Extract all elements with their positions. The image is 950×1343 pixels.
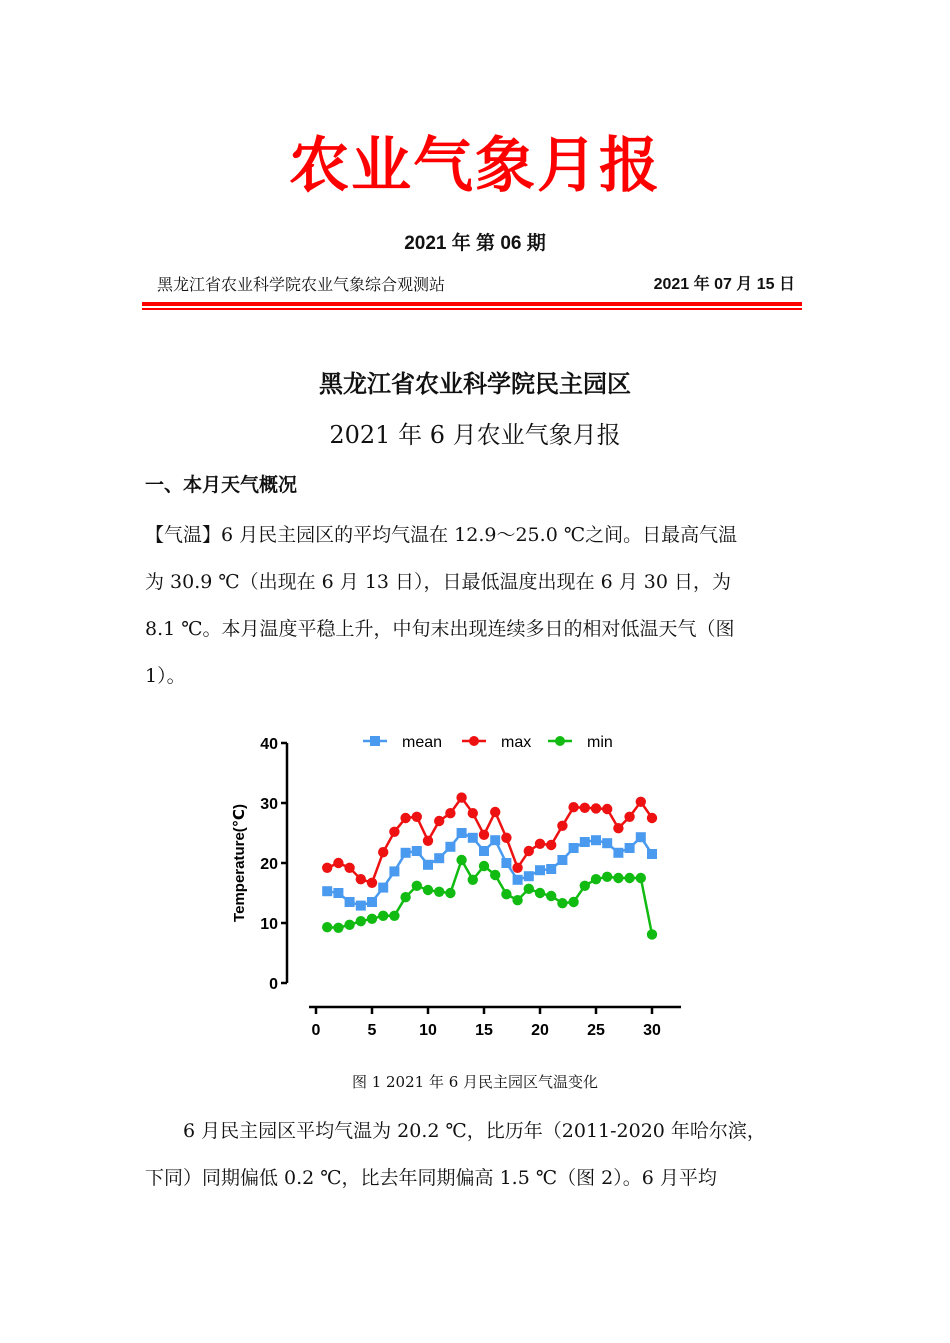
report-title-line2: 2021 年 6 月农业气象月报 bbox=[329, 421, 621, 449]
series-mean-marker bbox=[389, 866, 399, 876]
series-max-marker bbox=[378, 847, 388, 857]
series-mean-marker bbox=[602, 838, 612, 848]
series-mean-marker bbox=[613, 848, 623, 858]
series-min-marker bbox=[568, 897, 578, 907]
series-min-marker bbox=[512, 895, 522, 905]
header-rule-thin bbox=[142, 308, 802, 310]
legend-max-label: max bbox=[501, 734, 532, 751]
series-max-marker bbox=[356, 874, 366, 884]
series-min-marker bbox=[322, 922, 332, 932]
series-max-marker bbox=[568, 802, 578, 812]
series-max-marker bbox=[479, 830, 489, 840]
series-mean-marker bbox=[345, 897, 355, 907]
y-tick-label: 0 bbox=[269, 976, 278, 993]
header-rule-thick bbox=[142, 302, 802, 306]
paragraph-line: 8.1 ℃。本月温度平稳上升，中旬末出现连续多日的相对低温天气（图 bbox=[145, 618, 735, 640]
series-max-marker bbox=[400, 813, 410, 823]
series-mean-marker bbox=[490, 835, 500, 845]
series-max-marker bbox=[344, 863, 354, 873]
series-mean-marker bbox=[535, 865, 545, 875]
x-tick-label: 25 bbox=[587, 1022, 605, 1039]
series-min-marker bbox=[546, 891, 556, 901]
series-mean-marker bbox=[356, 901, 366, 911]
series-max-marker bbox=[591, 803, 601, 813]
masthead-title: 农业气象月报 bbox=[289, 131, 661, 201]
y-tick-label: 20 bbox=[260, 856, 278, 873]
paragraph-line: 下同）同期偏低 0.2 ℃，比去年同期偏高 1.5 ℃（图 2）。6 月平均 bbox=[145, 1167, 717, 1189]
series-mean-marker bbox=[378, 883, 388, 893]
series-min-marker bbox=[389, 911, 399, 921]
x-tick-label: 10 bbox=[419, 1022, 437, 1039]
series-mean-marker bbox=[322, 886, 332, 896]
series-min-marker bbox=[613, 873, 623, 883]
series-min-marker bbox=[636, 873, 646, 883]
series-max-marker bbox=[512, 863, 522, 873]
series-mean-marker bbox=[513, 875, 523, 885]
series-min-marker bbox=[624, 873, 634, 883]
series-min-marker bbox=[580, 881, 590, 891]
series-min-marker bbox=[434, 887, 444, 897]
series-min-marker bbox=[412, 881, 422, 891]
series-mean-marker bbox=[580, 837, 590, 847]
series-max-marker bbox=[524, 846, 534, 856]
x-tick-label: 5 bbox=[367, 1022, 377, 1039]
series-min-marker bbox=[344, 920, 354, 930]
series-max-marker bbox=[490, 807, 500, 817]
series-mean-marker bbox=[457, 828, 467, 838]
series-min-marker bbox=[501, 889, 511, 899]
report-title-line1: 黑龙江省农业科学院民主园区 bbox=[319, 369, 631, 398]
series-min-marker bbox=[356, 916, 366, 926]
temperature-line-chart bbox=[225, 725, 695, 1045]
series-max-marker bbox=[602, 804, 612, 814]
series-mean-marker bbox=[401, 848, 411, 858]
series-mean-marker bbox=[468, 833, 478, 843]
series-min-marker bbox=[647, 929, 657, 939]
paragraph-line: 【气温】6 月民主园区的平均气温在 12.9～25.0 ℃之间。日最高气温 bbox=[145, 524, 738, 546]
series-max-marker bbox=[636, 797, 646, 807]
x-tick-label: 0 bbox=[311, 1022, 321, 1039]
series-mean-marker bbox=[412, 846, 422, 856]
series-max-marker bbox=[367, 878, 377, 888]
series-max-marker bbox=[434, 816, 444, 826]
publish-date: 2021 年 07 月 15 日 bbox=[653, 276, 795, 293]
series-min-marker bbox=[333, 923, 343, 933]
y-tick-label: 10 bbox=[260, 916, 278, 933]
series-mean-marker bbox=[479, 846, 489, 856]
series-max-marker bbox=[557, 821, 567, 831]
series-min-marker bbox=[591, 874, 601, 884]
series-mean-marker bbox=[445, 842, 455, 852]
series-min-marker bbox=[524, 884, 534, 894]
series-max-marker bbox=[546, 840, 556, 850]
series-mean-marker bbox=[524, 871, 534, 881]
series-min-marker bbox=[367, 914, 377, 924]
series-max-marker bbox=[333, 858, 343, 868]
series-mean-marker bbox=[546, 864, 556, 874]
mean-temperature-paragraph bbox=[145, 1108, 807, 1202]
series-min-marker bbox=[445, 888, 455, 898]
series-min-marker bbox=[468, 875, 478, 885]
series-max-marker bbox=[445, 808, 455, 818]
y-tick-label: 30 bbox=[260, 796, 278, 813]
series-mean-marker bbox=[367, 897, 377, 907]
series-max-marker bbox=[322, 863, 332, 873]
series-max-marker bbox=[423, 836, 433, 846]
series-min-marker bbox=[378, 911, 388, 921]
legend-min-label: min bbox=[587, 734, 613, 751]
series-max-marker bbox=[501, 833, 511, 843]
series-mean-marker bbox=[591, 835, 601, 845]
series-mean-marker bbox=[636, 832, 646, 842]
legend-mean-label: mean bbox=[402, 734, 443, 751]
series-min-marker bbox=[456, 855, 466, 865]
series-mean-marker bbox=[333, 888, 343, 898]
temperature-paragraph bbox=[145, 512, 807, 700]
series-mean-marker bbox=[501, 858, 511, 868]
series-mean-marker bbox=[557, 855, 567, 865]
series-mean-marker bbox=[423, 860, 433, 870]
x-tick-label: 20 bbox=[531, 1022, 549, 1039]
issue-number: 2021 年 第 06 期 bbox=[404, 233, 546, 254]
y-tick-label: 40 bbox=[260, 736, 278, 753]
paragraph-line: 1）。 bbox=[145, 665, 186, 687]
series-max-marker bbox=[412, 812, 422, 822]
series-min-marker bbox=[490, 870, 500, 880]
x-tick-label: 15 bbox=[475, 1022, 493, 1039]
series-min-marker bbox=[602, 872, 612, 882]
series-max-marker bbox=[624, 812, 634, 822]
figure-1-caption: 图 1 2021 年 6 月民主园区气温变化 bbox=[351, 1073, 599, 1091]
series-max-marker bbox=[456, 792, 466, 802]
series-max-marker bbox=[613, 823, 623, 833]
series-mean-marker bbox=[625, 843, 635, 853]
series-min-marker bbox=[423, 885, 433, 895]
series-mean-marker bbox=[569, 843, 579, 853]
series-max-marker bbox=[468, 808, 478, 818]
series-min-marker bbox=[557, 898, 567, 908]
series-min-marker bbox=[535, 888, 545, 898]
series-mean-marker bbox=[434, 853, 444, 863]
section-heading-weather-overview: 一、本月天气概况 bbox=[145, 474, 298, 496]
paragraph-line: 6 月民主园区平均气温为 20.2 ℃，比历年（2011-2020 年哈尔滨， bbox=[145, 1120, 766, 1142]
series-max-marker bbox=[389, 827, 399, 837]
series-mean-marker bbox=[647, 849, 657, 859]
x-tick-label: 30 bbox=[643, 1022, 661, 1039]
y-axis-label: Temperature(℃) bbox=[231, 804, 248, 922]
series-min-marker bbox=[400, 892, 410, 902]
paragraph-line: 为 30.9 ℃（出现在 6 月 13 日），日最低温度出现在 6 月 30 日，为 bbox=[145, 571, 731, 593]
series-max-marker bbox=[535, 839, 545, 849]
series-max-marker bbox=[647, 813, 657, 823]
series-max-marker bbox=[580, 803, 590, 813]
station-name: 黑龙江省农业科学院农业气象综合观测站 bbox=[157, 275, 446, 294]
series-min-marker bbox=[479, 861, 489, 871]
